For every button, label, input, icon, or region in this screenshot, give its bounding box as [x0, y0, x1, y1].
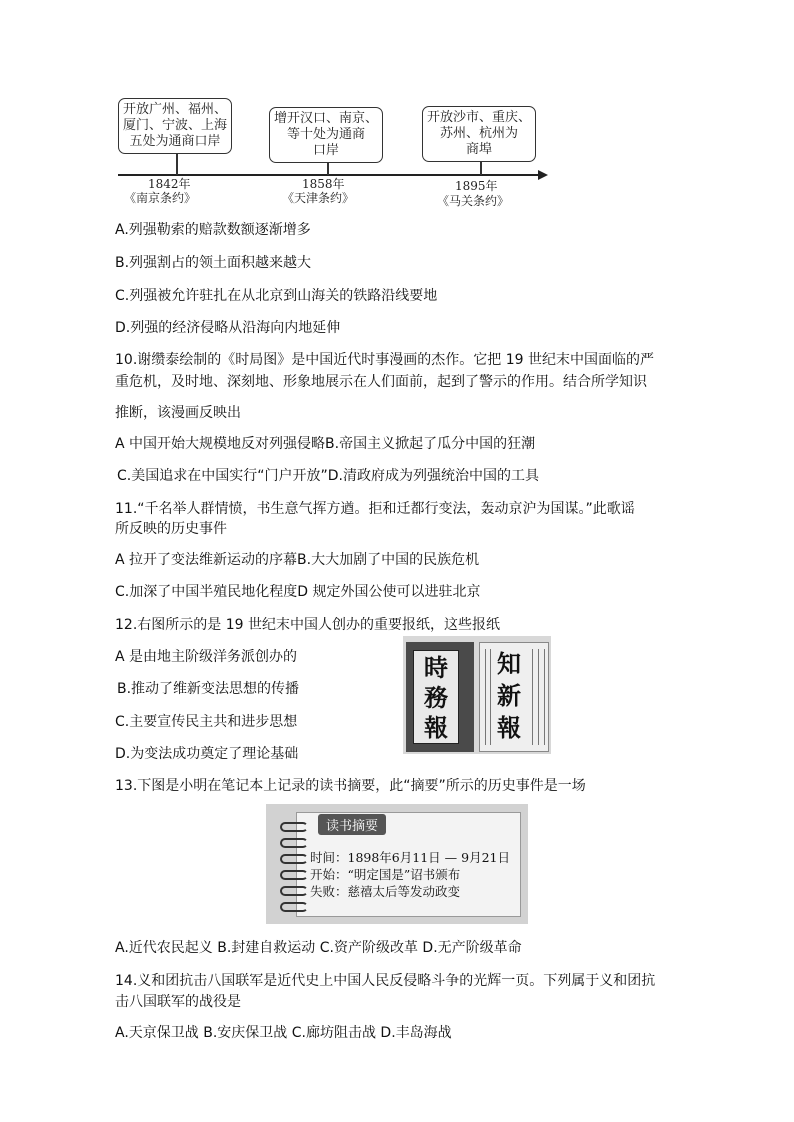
- timeline-event-box: 增开汉口、南京、 等十处为通商 口岸: [269, 107, 383, 163]
- timeline-treaty: 《马关条约》: [437, 194, 510, 208]
- timeline-arrow-icon: [538, 170, 548, 180]
- timeline-event-box: 开放沙市、重庆、 苏州、杭州为 商埠: [422, 106, 536, 162]
- shiwubao-newspaper: 時 務 報: [406, 642, 474, 752]
- q12-option-b: B.推动了维新变法思想的传播: [117, 681, 300, 697]
- newspapers-image: [403, 636, 551, 754]
- q14-stem-line: 击八国联军的战役是: [115, 994, 241, 1010]
- q12-option-c: C.主要宣传民主共和进步思想: [115, 714, 298, 730]
- notebook-title: 读书摘要: [318, 814, 386, 835]
- q12-option-a: A 是由地主阶级洋务派创办的: [115, 649, 298, 665]
- notebook-ring-icon: [280, 838, 308, 848]
- notebook-ring-icon: [280, 886, 308, 896]
- q9-option-c: C.列强被允许驻扎在从北京到山海关的铁路沿线要地: [115, 288, 438, 304]
- notebook-line: 开始：“明定国是”诏书颁布: [310, 867, 461, 882]
- q10-stem-line: 推断，该漫画反映出: [115, 405, 241, 421]
- notebook-ring-icon: [280, 854, 308, 864]
- notebook-ring-icon: [280, 822, 308, 832]
- q10-options-cd: C.美国追求在中国实行“门户开放”D.清政府成为列强统治中国的工具: [117, 468, 539, 484]
- q11-stem-line: 11.“千名举人群情愤，书生意气挥方遒。拒和迁都行变法，轰动京沪为国谋。”此歌谣: [115, 501, 635, 517]
- notebook-ring-icon: [280, 902, 308, 912]
- timeline-treaty: 《天津条约》: [282, 191, 355, 205]
- q11-stem-line: 所反映的历史事件: [115, 521, 227, 537]
- treaty-timeline-figure: [112, 95, 552, 210]
- timeline-treaty: 《南京条约》: [124, 191, 197, 205]
- notebook-ring-icon: [280, 870, 308, 880]
- timeline-event-box: 开放广州、福州、 厦门、宁波、上海 五处为通商口岸: [118, 98, 232, 154]
- q10-options-ab: A 中国开始大规模地反对列强侵略B.帝国主义掀起了瓜分中国的狂潮: [115, 436, 536, 452]
- timeline-stem: [176, 153, 178, 175]
- timeline-stem: [327, 162, 329, 175]
- q9-option-a: A.列强勒索的赔款数额逐渐增多: [115, 222, 311, 238]
- q13-options: A.近代农民起义 B.封建自救运动 C.资产阶级改革 D.无产阶级革命: [115, 940, 522, 956]
- q10-stem-line: 重危机，及时地、深刻地、形象地展示在人们面前，起到了警示的作用。结合所学知识: [115, 374, 647, 390]
- q10-stem-line: 10.谢缵泰绘制的《时局图》是中国近代时事漫画的杰作。它把 19 世纪末中国面临的严: [115, 352, 654, 368]
- zhixinbao-newspaper: 知 新 報: [479, 642, 549, 752]
- reading-notes-image: [266, 804, 528, 924]
- q11-options-cd: C.加深了中国半殖民地化程度D 规定外国公使可以进驻北京: [115, 584, 481, 600]
- q9-option-b: B.列强割占的领土面积越来越大: [115, 255, 312, 271]
- notebook-line: 失败：慈禧太后等发动政变: [310, 884, 461, 899]
- q13-stem: 13.下图是小明在笔记本上记录的读书摘要，此“摘要”所示的历史事件是一场: [115, 778, 586, 794]
- q9-option-d: D.列强的经济侵略从沿海向内地延伸: [115, 320, 341, 336]
- q14-options: A.天京保卫战 B.安庆保卫战 C.廊坊阻击战 D.丰岛海战: [115, 1025, 452, 1041]
- q12-stem: 12.右图所示的是 19 世纪末中国人创办的重要报纸，这些报纸: [115, 617, 500, 633]
- notebook-line: 时间：1898年6月11日 — 9月21日: [310, 850, 510, 865]
- timeline-year: 1895年: [455, 179, 498, 193]
- q14-stem-line: 14.义和团抗击八国联军是近代史上中国人民反侵略斗争的光辉一页。下列属于义和团抗: [115, 973, 656, 989]
- timeline-year: 1842年: [148, 177, 191, 191]
- timeline-year: 1858年: [302, 177, 345, 191]
- timeline-stem: [480, 161, 482, 175]
- q11-options-ab: A 拉开了变法维新运动的序幕B.大大加剧了中国的民族危机: [115, 552, 480, 568]
- q12-option-d: D.为变法成功奠定了理论基础: [115, 746, 299, 762]
